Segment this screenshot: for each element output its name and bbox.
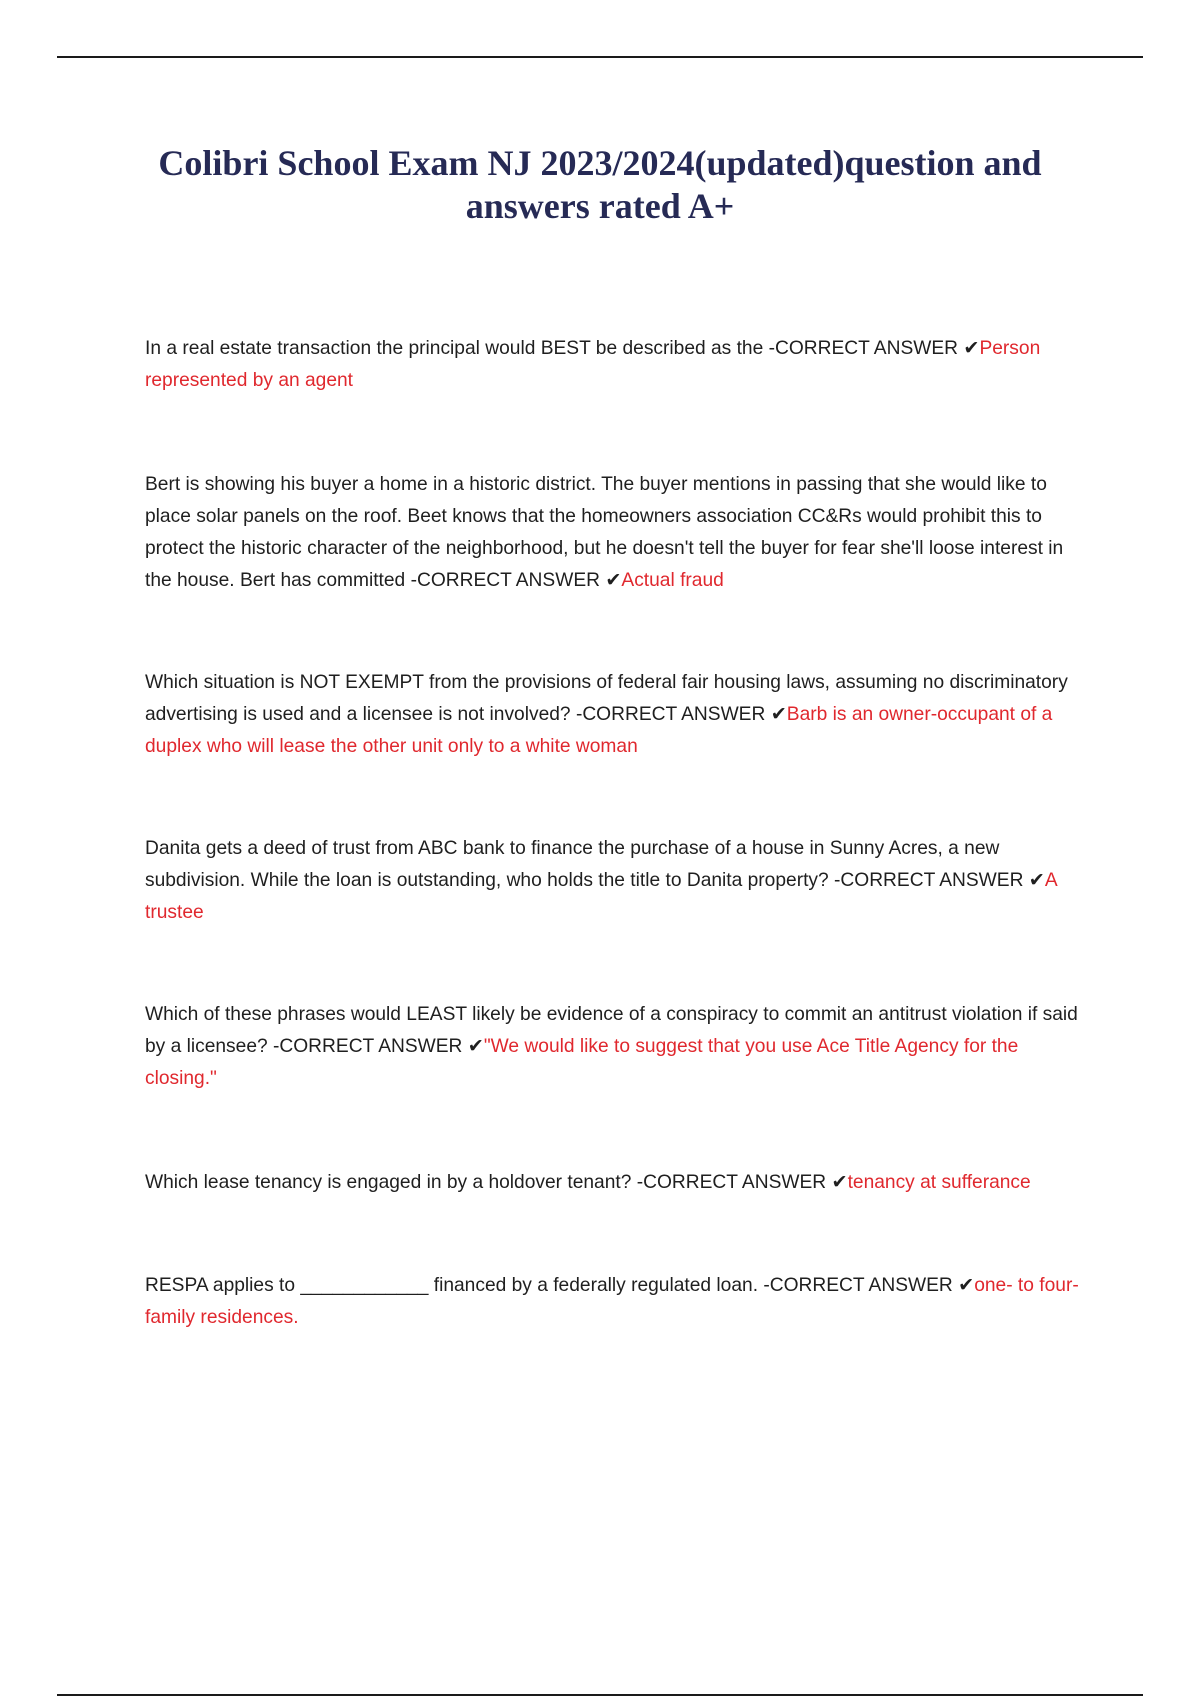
checkmark-icon: ✔ xyxy=(605,570,622,591)
correct-answer-marker: -CORRECT ANSWER xyxy=(834,870,1024,891)
qa-item xyxy=(145,833,1080,929)
correct-answer-marker: -CORRECT ANSWER xyxy=(768,338,959,359)
document-title: Colibri School Exam NJ 2023/2024(updated)question and answers rated A+ xyxy=(158,143,1042,226)
correct-answer-marker: -CORRECT ANSWER xyxy=(575,704,766,725)
checkmark-icon: ✔ xyxy=(770,704,787,725)
bottom-rule xyxy=(57,1694,1143,1696)
qa-item xyxy=(145,333,1080,397)
question-text: Which lease tenancy is engaged in by a holdover tenant? xyxy=(145,1172,632,1193)
answer-text: Person represented by an agent xyxy=(145,338,1041,391)
answer-text: A trustee xyxy=(145,870,1057,923)
qa-item xyxy=(145,1270,1080,1334)
answer-text: one- to four-family residences. xyxy=(145,1275,1079,1328)
question-text: RESPA applies to ____________ financed by a federally regulated loan. xyxy=(145,1275,759,1296)
question-text: Bert is showing his buyer a home in a historic district. The buyer mentions in passing that she would like to place solar panels on the roof. Beet knows that the homeowners association CC&Rs would prohibit this to protect the historic character of the neighborhood, but he doesn't tell the buyer for fear she'll loose interest in the house. Bert has committed xyxy=(145,474,1064,591)
correct-answer-marker: -CORRECT ANSWER xyxy=(273,1036,463,1057)
question-text: Which situation is NOT EXEMPT from the provisions of federal fair housing laws, assuming no discriminatory advertising is used and a licensee is not involved? xyxy=(145,672,1068,725)
checkmark-icon: ✔ xyxy=(963,338,980,359)
qa-item xyxy=(145,1167,1080,1199)
question-text: In a real estate transaction the principal would BEST be described as the xyxy=(145,338,764,359)
checkmark-icon: ✔ xyxy=(831,1172,848,1193)
answer-text: Actual fraud xyxy=(621,570,724,591)
qa-item xyxy=(145,999,1080,1095)
correct-answer-marker: -CORRECT ANSWER xyxy=(636,1172,827,1193)
correct-answer-marker: -CORRECT ANSWER xyxy=(410,570,600,591)
qa-item xyxy=(145,469,1080,597)
checkmark-icon: ✔ xyxy=(467,1036,484,1057)
answer-text: Barb is an owner-occupant of a duplex who will lease the other unit only to a white woman xyxy=(145,704,1053,757)
answer-text: tenancy at sufferance xyxy=(847,1172,1031,1193)
checkmark-icon: ✔ xyxy=(1028,870,1045,891)
answer-text: "We would like to suggest that you use Ace Title Agency for the closing." xyxy=(145,1036,1019,1089)
correct-answer-marker: -CORRECT ANSWER xyxy=(763,1275,953,1296)
top-rule xyxy=(57,56,1143,58)
question-text: Danita gets a deed of trust from ABC bank to finance the purchase of a house in Sunny Acres, a new subdivision. While the loan is outstanding, who holds the title to Danita property? xyxy=(145,838,1000,891)
qa-item xyxy=(145,667,1080,763)
checkmark-icon: ✔ xyxy=(958,1275,975,1296)
question-text: Which of these phrases would LEAST likely be evidence of a conspiracy to commit an antitrust violation if said by a licensee? xyxy=(145,1004,1078,1057)
